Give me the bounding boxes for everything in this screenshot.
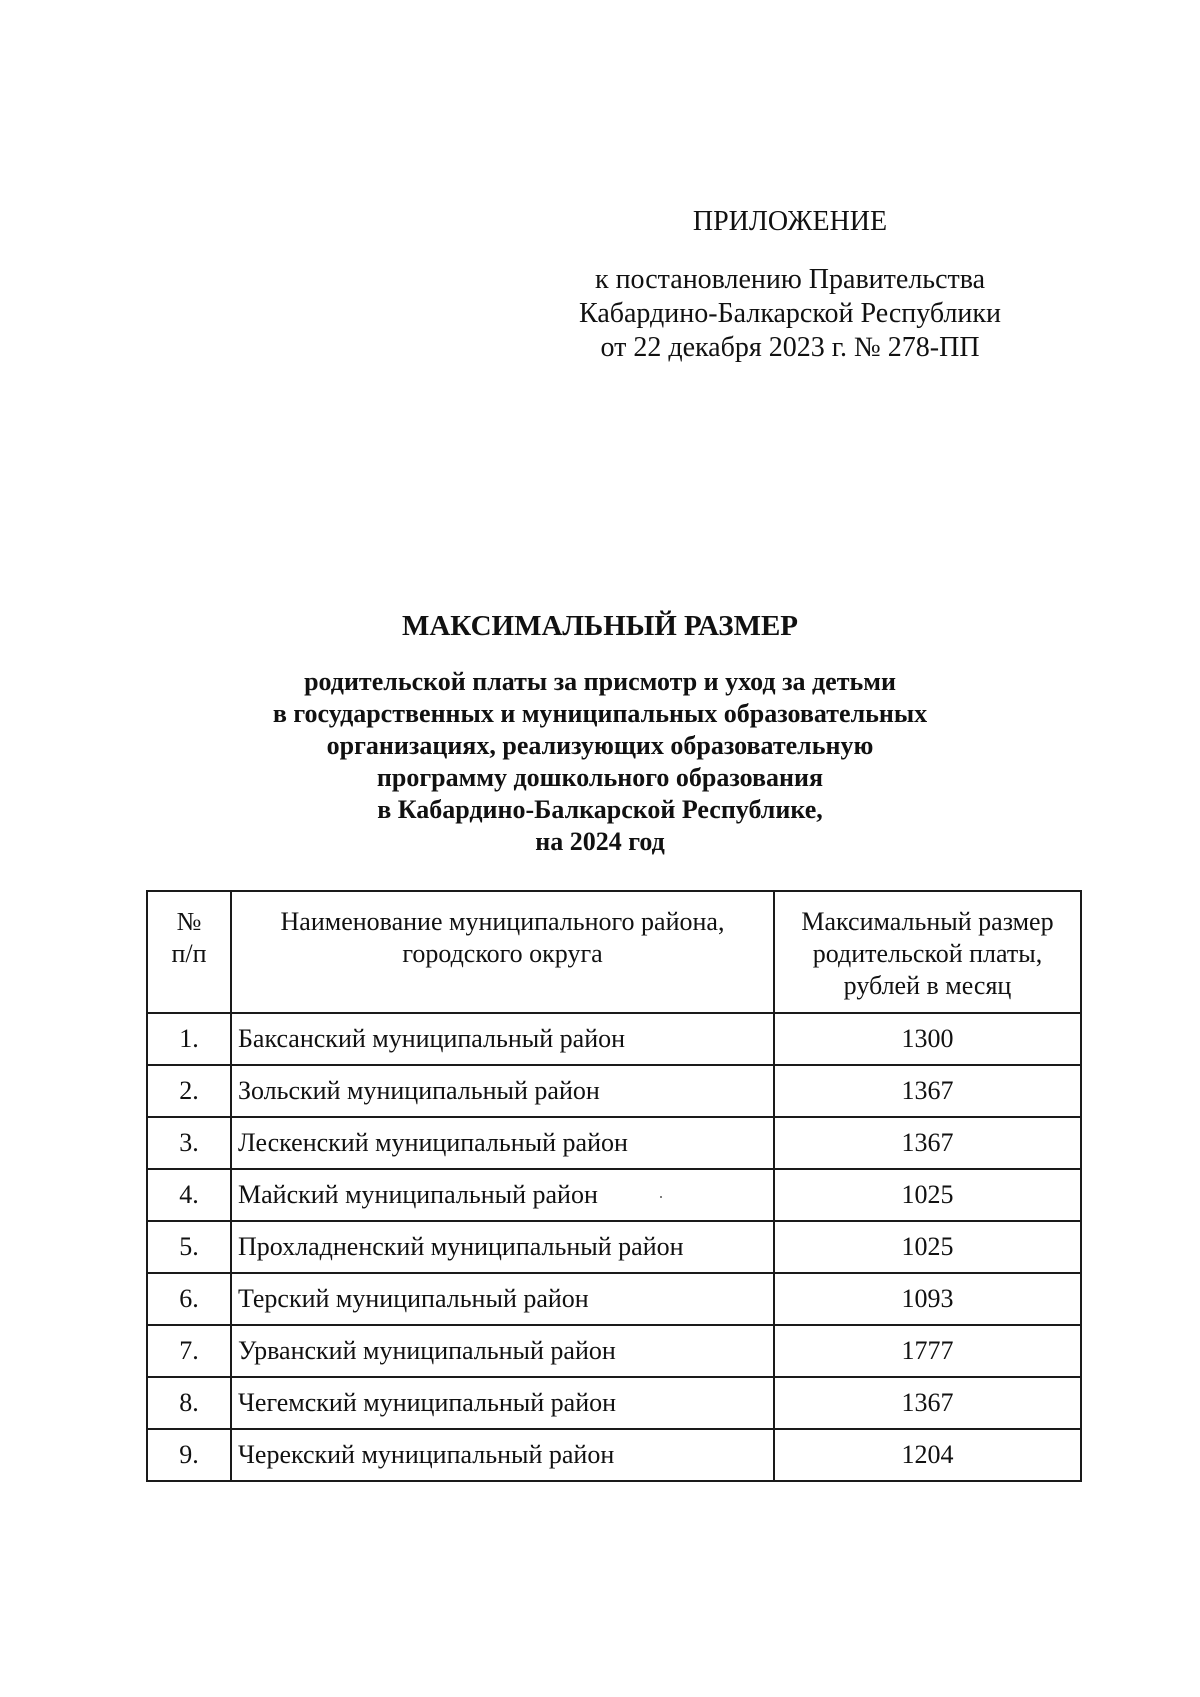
row-district: Прохладненский муниципальный район xyxy=(231,1221,774,1273)
row-district: Черекский муниципальный район xyxy=(231,1429,774,1481)
row-fee: 1367 xyxy=(774,1065,1081,1117)
row-fee: 1777 xyxy=(774,1325,1081,1377)
row-number: 3. xyxy=(147,1117,231,1169)
subtitle-line: на 2024 год xyxy=(535,827,665,856)
row-district: Урванский муниципальный район xyxy=(231,1325,774,1377)
appendix-block xyxy=(560,205,1020,365)
header-text: родительской платы, xyxy=(812,939,1043,968)
appendix-title: ПРИЛОЖЕНИЕ xyxy=(692,206,888,237)
table-row xyxy=(147,1065,1081,1117)
subtitle-line: в Кабардино-Балкарской Республике, xyxy=(377,795,823,824)
subtitle-line: родительской платы за присмотр и уход за детьми xyxy=(304,667,896,696)
row-number: 7. xyxy=(147,1325,231,1377)
row-district: Зольский муниципальный район xyxy=(231,1065,774,1117)
row-number: 5. xyxy=(147,1221,231,1273)
table-header-row xyxy=(147,891,1081,1013)
header-text: п/п xyxy=(171,939,207,968)
appendix-line: от 22 декабря 2023 г. № 278-ПП xyxy=(600,332,980,363)
appendix-line: Кабардино-Балкарской Республики xyxy=(579,298,1001,329)
document-title: МАКСИМАЛЬНЫЙ РАЗМЕР xyxy=(401,610,799,642)
row-district: Терский муниципальный район xyxy=(231,1273,774,1325)
row-fee: 1300 xyxy=(774,1013,1081,1065)
table-row xyxy=(147,1377,1081,1429)
table-row xyxy=(147,1325,1081,1377)
header-text: городского округа xyxy=(402,939,603,968)
header-name xyxy=(231,891,774,1013)
table-row xyxy=(147,1221,1081,1273)
row-number: 2. xyxy=(147,1065,231,1117)
row-number: 8. xyxy=(147,1377,231,1429)
row-number: 1. xyxy=(147,1013,231,1065)
row-district: Чегемский муниципальный район xyxy=(231,1377,774,1429)
header-text: рублей в месяц xyxy=(843,971,1012,1000)
row-fee: 1093 xyxy=(774,1273,1081,1325)
table-row xyxy=(147,1013,1081,1065)
row-number: 4. xyxy=(147,1169,231,1221)
header-text: Наименование муниципального района, xyxy=(280,907,725,936)
table-row xyxy=(147,1169,1081,1221)
subtitle-line: организациях, реализующих образовательную xyxy=(326,731,874,760)
document-heading xyxy=(150,608,1050,858)
row-fee: 1025 xyxy=(774,1169,1081,1221)
subtitle-line: программу дошкольного образования xyxy=(376,763,824,792)
row-fee: 1204 xyxy=(774,1429,1081,1481)
table-row xyxy=(147,1273,1081,1325)
fees-table xyxy=(146,890,1082,1482)
header-text: Максимальный размер xyxy=(801,907,1054,936)
row-fee: 1367 xyxy=(774,1117,1081,1169)
scan-speck xyxy=(660,1196,662,1198)
row-district: Баксанский муниципальный район xyxy=(231,1013,774,1065)
row-number: 6. xyxy=(147,1273,231,1325)
subtitle-line: в государственных и муниципальных образовательных xyxy=(272,699,928,728)
header-fee xyxy=(774,891,1081,1013)
row-fee: 1367 xyxy=(774,1377,1081,1429)
table-row xyxy=(147,1117,1081,1169)
row-district: Майский муниципальный район xyxy=(231,1169,774,1221)
appendix-line: к постановлению Правительства xyxy=(594,264,986,295)
row-fee: 1025 xyxy=(774,1221,1081,1273)
table-row xyxy=(147,1429,1081,1481)
header-text: № xyxy=(176,907,202,936)
row-number: 9. xyxy=(147,1429,231,1481)
row-district: Лескенский муниципальный район xyxy=(231,1117,774,1169)
header-number xyxy=(147,891,231,1013)
